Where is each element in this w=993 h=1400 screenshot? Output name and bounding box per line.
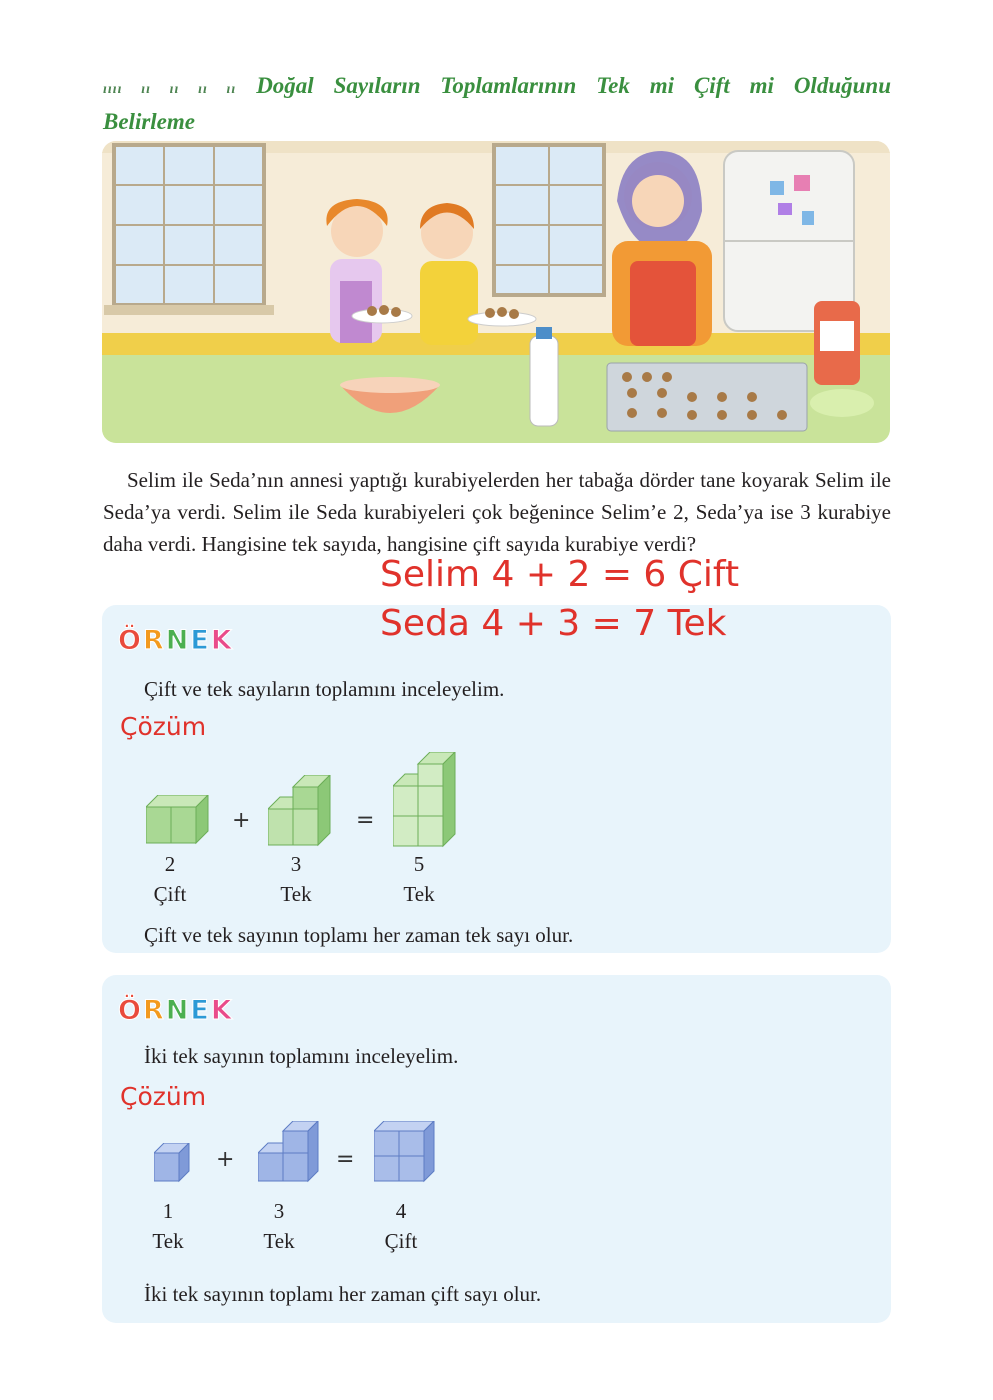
- example-heading: ÖRNEK: [118, 625, 234, 656]
- parity-label: Tek: [263, 1229, 295, 1253]
- title-line-1: Doğal Sayıların Toplamlarının Tek mi Çift mi Olduğunu: [256, 73, 891, 98]
- example-heading: ÖRNEK: [118, 995, 234, 1026]
- example-conclusion: İki tek sayının toplamı her zaman çift sayı olur.: [144, 1282, 542, 1306]
- number-label: 2: [164, 852, 176, 876]
- cubes-five-green: [393, 752, 459, 848]
- plus-sign: +: [232, 808, 251, 833]
- number-label: 4: [395, 1199, 407, 1223]
- number-label: 3: [290, 852, 302, 876]
- solution-label: Çözüm: [120, 1082, 207, 1111]
- example-box-2: [102, 975, 891, 1323]
- equals-sign: =: [336, 1147, 355, 1172]
- cubes-four-blue: [374, 1121, 436, 1183]
- title-smudged-prefix: ıııı ıı ıı ıı ıı: [103, 82, 237, 97]
- parity-label: Tek: [152, 1229, 184, 1253]
- handwritten-answer-selim: Selim 4 + 2 = 6 Çift: [380, 554, 740, 595]
- example-box-1: [102, 605, 891, 953]
- number-label: 5: [413, 852, 425, 876]
- problem-text: Selim ile Seda’nın annesi yaptığı kurabiyelerden her tabağa dörder tane koyarak Selim ile Seda’ya verdi. Selim ile Seda kurabiyeleri çok beğenince Selim’e 2, Seda’ya ise 3 kurabiye daha verdi. Hangisine tek sayıda, hangisine çift sayıda kurabiye verdi?: [103, 468, 891, 556]
- plus-sign: +: [216, 1147, 235, 1172]
- problem-paragraph: [103, 464, 891, 560]
- kitchen-scene-image: [102, 141, 890, 443]
- title-line-2: Belirleme: [103, 109, 195, 134]
- cubes-three-blue: [258, 1121, 320, 1183]
- number-label: 1: [162, 1199, 174, 1223]
- example-intro: İki tek sayının toplamını inceleyelim.: [144, 1044, 459, 1068]
- equals-sign: =: [356, 808, 375, 833]
- cubes-two-green: [146, 795, 210, 845]
- cubes-three-green: [268, 775, 334, 847]
- number-label: 3: [273, 1199, 285, 1223]
- parity-label: Tek: [280, 882, 312, 906]
- parity-label: Çift: [384, 1229, 418, 1253]
- parity-label: Tek: [403, 882, 435, 906]
- handwritten-answer-seda: Seda 4 + 3 = 7 Tek: [380, 603, 727, 644]
- solution-label: Çözüm: [120, 712, 207, 741]
- parity-label: Çift: [153, 882, 187, 906]
- kitchen-illustration: [102, 141, 890, 443]
- example-intro: Çift ve tek sayıların toplamını inceleyelim.: [144, 677, 505, 701]
- example-conclusion: Çift ve tek sayının toplamı her zaman tek sayı olur.: [144, 923, 574, 947]
- cubes-one-blue: [154, 1143, 192, 1183]
- section-title: [103, 70, 891, 138]
